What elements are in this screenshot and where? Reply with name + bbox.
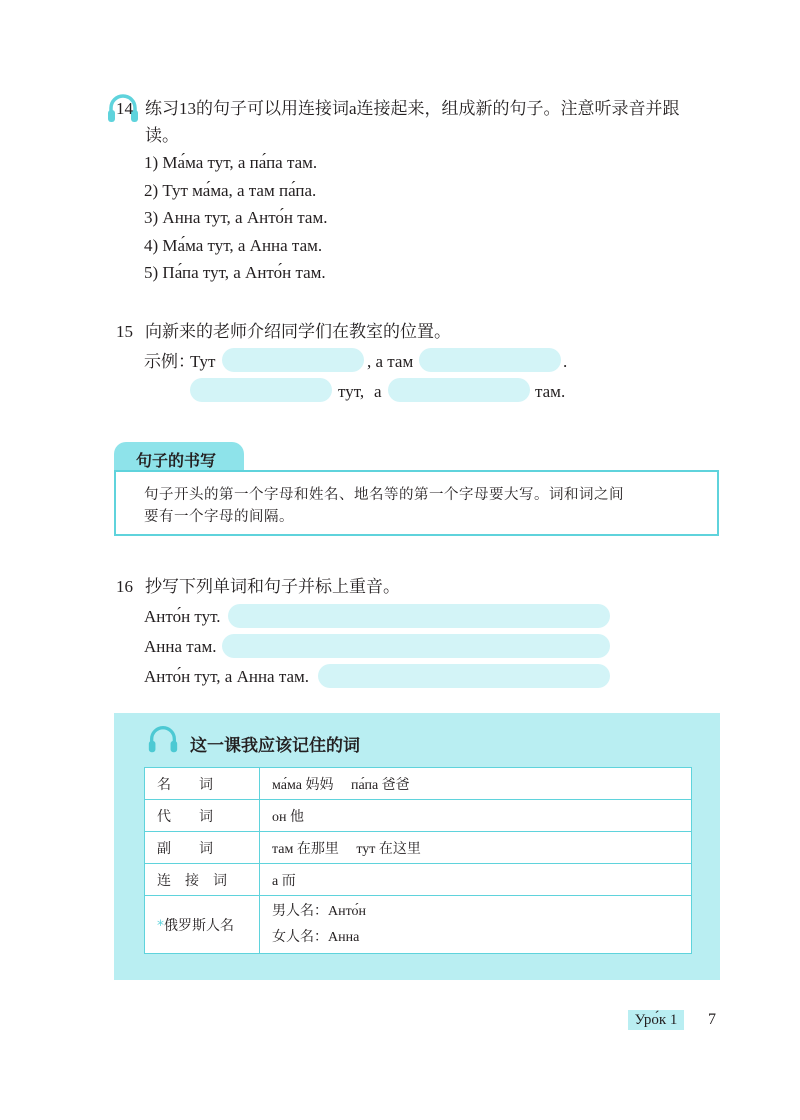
tip-line-1: 句子开头的第一个字母和姓名、地名等的第一个字母要大写。词和词之间	[144, 487, 624, 503]
copy-item-3: Анто́н тут, а Анна там.	[144, 667, 310, 686]
asterisk-mark: *	[157, 917, 164, 934]
male-name: 男人名：Анто́н	[272, 903, 367, 919]
fill-blank[interactable]	[388, 378, 530, 402]
tip-text	[144, 484, 704, 528]
exercise-16-instruction: 抄写下列单词和句子并标上重音。	[145, 577, 400, 596]
page-number: 7	[708, 1011, 716, 1028]
sentence-4: 4) Ма́ма тут, а Анна там.	[144, 236, 323, 255]
sentence-1: 1) Ма́ма тут, а па́па там.	[144, 153, 318, 172]
exercise-14-instruction-cont: 读。	[145, 126, 179, 145]
copy-item-1: Анто́н тут.	[144, 607, 221, 626]
exercise-15-number: 15	[116, 322, 133, 341]
copy-blank[interactable]	[228, 604, 610, 628]
exercise-14-instruction: 练习13的句子可以用连接词a连接起来，组成新的句子。注意听录音并跟	[145, 99, 680, 118]
table-row	[145, 896, 692, 954]
word-class: 代 词	[145, 800, 260, 832]
example-word-tam: там.	[535, 382, 566, 401]
word-class: 名 词	[145, 768, 260, 800]
vocabulary-table	[144, 767, 692, 954]
example-period: .	[563, 352, 568, 371]
table-row	[145, 864, 692, 896]
vocabulary-title: 这一课我应该记住的词	[190, 736, 360, 756]
example-label: 示例：	[144, 352, 195, 371]
table-row	[145, 800, 692, 832]
table-row	[145, 768, 692, 800]
fill-blank[interactable]	[419, 348, 561, 372]
example-word-a: а	[374, 382, 382, 401]
fill-blank[interactable]	[190, 378, 332, 402]
sentence-5: 5) Па́па тут, а Анто́н там.	[144, 263, 326, 282]
exercise-14-number: 14	[116, 99, 133, 118]
fill-blank[interactable]	[222, 348, 364, 372]
sentence-2: 2) Тут ма́ма, а там па́па.	[144, 181, 317, 200]
example-word-tut: Тут	[190, 352, 216, 371]
word-entries	[260, 896, 692, 954]
word-class-label: 俄罗斯人名	[164, 917, 234, 934]
word-class: 连 接 词	[145, 864, 260, 896]
word-entries: ма́ма 妈妈 па́па 爸爸	[260, 768, 692, 800]
exercise-16-number: 16	[116, 577, 133, 596]
sentence-3: 3) Анна тут, а Анто́н там.	[144, 208, 328, 227]
example-word-tut-2: тут,	[338, 382, 365, 401]
word-entries: там 在那里 тут 在这里	[260, 832, 692, 864]
exercise-15-instruction: 向新来的老师介绍同学们在教室的位置。	[145, 322, 451, 341]
copy-blank[interactable]	[318, 664, 610, 688]
word-class: 副 词	[145, 832, 260, 864]
headphones-icon[interactable]	[146, 722, 180, 756]
copy-item-2: Анна там.	[144, 637, 217, 656]
word-entries: а 而	[260, 864, 692, 896]
tip-line-2: 要有一个字母的间隔。	[144, 509, 294, 525]
table-row	[145, 832, 692, 864]
female-name: 女人名：Анна	[272, 929, 360, 945]
example-word-a-tam: , а там	[367, 352, 414, 371]
copy-blank[interactable]	[222, 634, 610, 658]
tip-title: 句子的书写	[136, 451, 217, 470]
word-class	[145, 896, 260, 954]
lesson-label: Уро́к 1	[628, 1010, 684, 1030]
word-entries: он 他	[260, 800, 692, 832]
